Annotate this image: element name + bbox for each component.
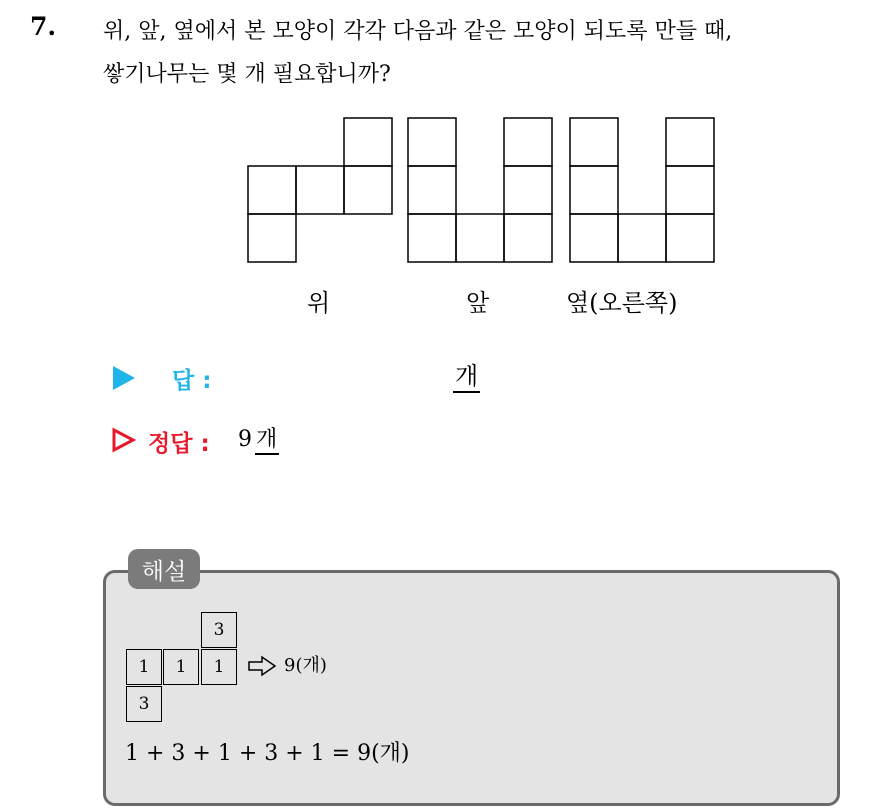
top-view-label: 위	[307, 289, 331, 317]
grid-cell-row-2: 1	[163, 649, 199, 685]
answer-label: 답 :	[172, 368, 212, 394]
correct-answer-value: 9	[238, 427, 252, 452]
side-view-grid	[570, 118, 714, 262]
top-view-grid	[248, 118, 392, 262]
sum-formula: 1 + 3 + 1 + 3 + 1 = 9(개)	[125, 741, 410, 766]
question-text-line-1: 위, 앞, 옆에서 본 모양이 각각 다음과 같은 모양이 되도록 만들 때,	[103, 19, 733, 44]
answer-blank-unit[interactable]: 개	[453, 362, 480, 393]
correct-answer-label: 정답 :	[148, 431, 210, 457]
explanation-tag: 해설	[128, 549, 200, 589]
explanation-box	[103, 570, 840, 806]
question-text-line-2: 쌓기나무는 몇 개 필요합니까?	[103, 62, 391, 87]
outline-arrow-icon	[111, 427, 137, 453]
front-view-label: 앞	[466, 289, 490, 317]
grid-cell-bottom: 3	[126, 686, 162, 722]
grid-cell-row-1: 1	[126, 649, 162, 685]
grid-result: 9(개)	[284, 655, 327, 676]
right-arrow-icon	[247, 655, 279, 677]
side-view-label: 옆(오른쪽)	[566, 289, 678, 317]
play-arrow-icon	[113, 366, 135, 390]
correct-answer-unit: 개	[255, 427, 279, 455]
question-number: 7.	[30, 12, 57, 41]
grid-cell-row-3: 1	[201, 649, 237, 685]
front-view-grid	[408, 118, 552, 262]
grid-cell-top: 3	[201, 612, 237, 648]
